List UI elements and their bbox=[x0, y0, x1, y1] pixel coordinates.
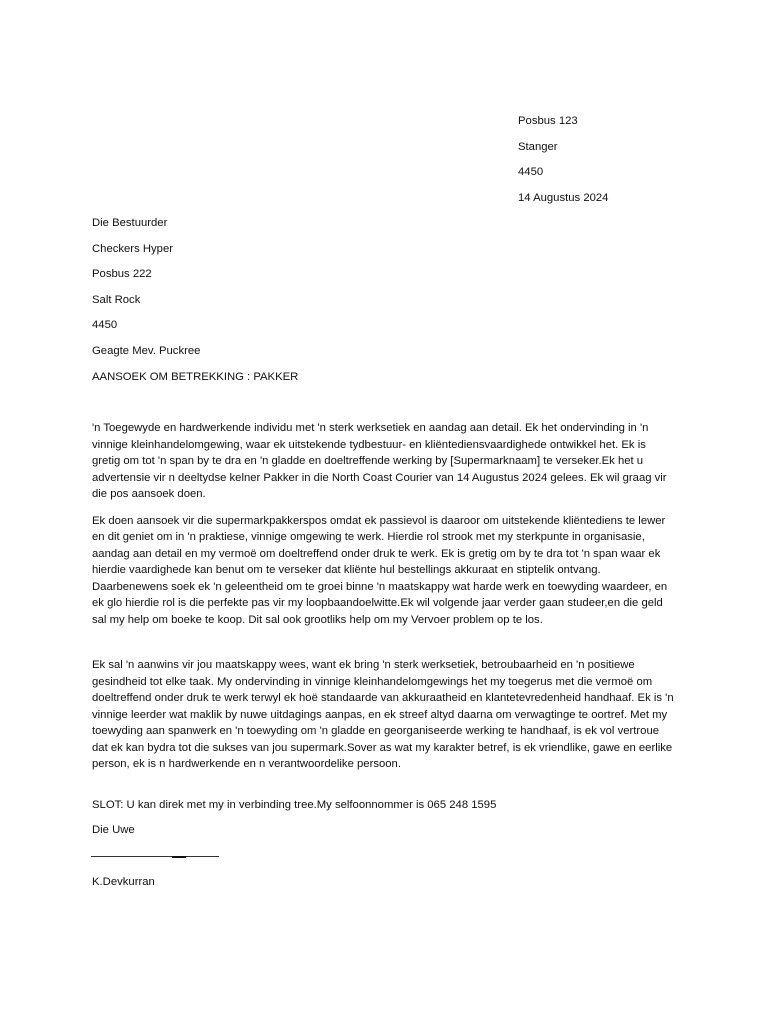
recipient-postal-code: 4450 bbox=[92, 319, 118, 332]
body-paragraph: Ek doen aansoek vir die supermarkpakkerspos omdat ek passievol is daaroor om uitstekende kliëntediens te lewer en dit geniet om in 'n praktiese, vinnige omgewing te werk. Hierdie rol strook met my sterkpunte in organisasie, aandag aan detail en my vermoë om doeltreffend onder druk te werk. Ek is gretig om by te dra tot 'n span waar ek hierdie vaardighede kan benut om te verseker dat kliënte hul bestellings akkuraat en stiptelik ontvang. Daarbenewens soek ek 'n geleentheid om te groei binne 'n maatskappy wat harde werk en toewyding waardeer, en ek glo hierdie rol is die perfekte pas vir my loopbaandoelwitte.Ek wil volgende jaar verder gaan studeer,en die geld sal my help om boeke te koop. Dit sal ook grootliks help om my Vervoer problem op te los. bbox=[92, 514, 668, 626]
recipient-town: Salt Rock bbox=[92, 293, 141, 306]
signature-mark bbox=[172, 856, 186, 858]
body-paragraph: 'n Toegewyde en hardwerkende individu met 'n sterk werksetiek en aandag aan detail. Ek het ondervinding in 'n vinnige kleinhandelomgewing, waar ek uitstekende tydbestuur- en kliëntediensvaardighede ontwikkel het. Ek is gretig om tot 'n span by te dra en 'n gladde en doeltreffende werking by [Supermarknaam] te verseker.Ek het u advertensie vir n deeltydse kelner Pakker in die North Coast Courier van 14 Augustus 2024 gelees. Ek wil graag vir die pos aansoek doen. bbox=[92, 422, 667, 500]
body-paragraph: Ek sal 'n aanwins vir jou maatskappy wees, want ek bring 'n sterk werksetiek, betroubaarheid en 'n positiewe gesindheid tot elke taak. My ondervinding in vinnige kleinhandelomgewings het my toegerus met die vermoë om doeltreffend onder druk te werk terwyl ek hoë standaarde van akkuraatheid en klantetevredenheid handhaaf. Ek is 'n vinnige leerder wat maklik by nuwe uitdagings aanpas, en ek streef altyd daarna om verwagtinge te oortref. Met my toewyding aan spanwerk en 'n toewyding om 'n gladde en georganiseerde werking te handhaaf, is ek vol vertroue dat ek kan bydra tot die sukses van jou supermark.Sover as wat my karakter betref, is ek vriendlike, gawe en eerlike person, ek is n hardwerkende en n verantwoordelike persoon. bbox=[92, 659, 674, 770]
letter-date: 14 Augustus 2024 bbox=[518, 191, 609, 204]
signature-line bbox=[91, 856, 219, 857]
salutation: Geagte Mev. Puckree bbox=[92, 344, 201, 357]
sender-postal-code: 4450 bbox=[518, 166, 544, 179]
recipient-company: Checkers Hyper bbox=[92, 242, 173, 255]
closing-salutation: Die Uwe bbox=[92, 824, 135, 836]
closing-block bbox=[92, 798, 496, 837]
sender-postbox: Posbus 123 bbox=[518, 115, 578, 127]
signer-name: K.Devkurran bbox=[92, 876, 155, 888]
sender-town: Stanger bbox=[518, 140, 558, 153]
recipient-title: Die Bestuurder bbox=[92, 217, 168, 229]
closing-contact-line: SLOT: U kan direk met my in verbinding tree.My selfoonnommer is 065 248 1595 bbox=[92, 799, 497, 811]
recipient-address bbox=[92, 216, 200, 370]
recipient-postbox: Posbus 222 bbox=[92, 268, 152, 281]
letter-body bbox=[92, 420, 677, 783]
sender-address bbox=[518, 114, 608, 216]
subject-line: AANSOEK OM BETREKKING : PAKKER bbox=[92, 371, 299, 383]
